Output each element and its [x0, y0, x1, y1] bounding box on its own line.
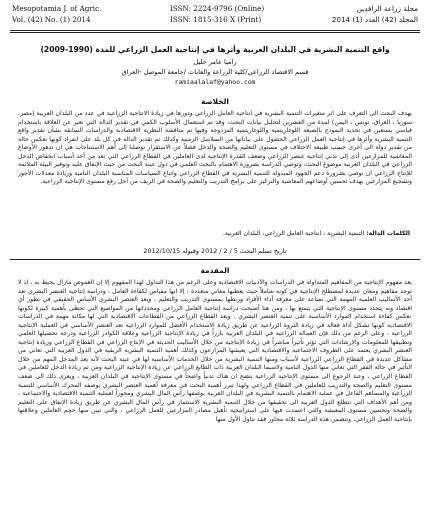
abstract-line: يهدف البحث الى التعرف على اثر متغيرات التنمية البشرية في انتاجية العامل الزراعي ودورها في: [163, 110, 412, 117]
intro-line: والتي اعتمدت فيها على استراتيجية تأهيل مصادر المزارعين للعمل الزراعي ، والتي تبين منها حجم: [60, 407, 322, 415]
journal-header: [10, 3, 420, 39]
intro-line: الى ضعف مستوى التعليم والصحة والتدريب للعاملين في القطاع الزراعي ولهذا تبرز أهمية البحث في: [18, 373, 412, 389]
intro-line: والإرشادات التي تؤثر تأثيراً مباشراً في زيادة الإنتاجية من خلال الأساليب الحديثة في الإنتاج الزراعي في القطاع: [74, 338, 360, 346]
abstract-line: الحصول على بياناتها من السلاسل الزمنية وكذلك تم تقدير الدالة في كل بلد على انفراد كونها تعكس حالة من: [18, 135, 412, 152]
abstract-line: الاقتصادية والدراسات السابقة بشأن تقدير واقع التنمية البشرية وأثرها في إنتاجية العمل الزراعي: [18, 127, 412, 143]
intro-line: الاهتمام بالتنمية البشرية في البلدان العربية بوصفها رأس المال البشري ومحوراً لعملية التنمية الاقتصادية: [50, 390, 317, 398]
keywords: [20, 229, 410, 238]
intro-line: الأساسية على تنمية العنصر البشري . ويعد القطاع الزراعي من القطاعات الاقتصادية التي لها مكانة مهمة في الدراسات: [18, 313, 332, 321]
section-divider: [10, 259, 420, 260]
keywords-label: الكلمات الدالة:: [366, 230, 410, 237]
journal-volume-ar: المجلد (42) العدد (1) 2014: [331, 15, 418, 24]
intro-line: تعد العنصر الأساسي في العملية الإنتاجية الزراعية ، وعلى الرغم من ذلك فإن العمالة الزراعية في البلدان العربية: [18, 321, 412, 338]
abstract-line: العلمي في دول عينة البحث من حيث الإنفاق عليه وتوفير البيئة الملائمة للإنتاج الزراعي: [18, 161, 412, 177]
abstract-line: الزراعي وضعف القدرة الإنتاجية لدى العاملين في القطاع الزراعي التي تعد من أحد أسباب انخفاض: [33, 152, 289, 160]
author-name: راميا عامر خليل: [193, 58, 237, 66]
intro-line: العاملين وعلاقتها بإنتاجية العمل الزراعي، وتتضمن هذه الدراسة ثلاثة محاور فقد تناول الأول منها: [18, 407, 412, 423]
author-email[interactable]: ramiaalalaf@yahoo.com: [174, 78, 256, 86]
abstract-text: [18, 110, 412, 238]
journal-info-en: [12, 3, 101, 25]
intro-line: الزراعية لأسباب ومنها التنمية البشرية من خلال الخدمات الأساسية لها في عينة البحث لأنه يعد المدخل المهم: [40, 355, 322, 363]
intro-line: الاستثمار في رأس المال البشري عن طريق زيادة الإنفاق على التعليم والصحة وتحسين مستوى المعيشة: [18, 398, 412, 415]
intro-line: والاجتماعية ، ومن أهم الأهداف التي تتطلع الدول العربية الى تحقيقها من خلال التنمية البشرية: [18, 390, 412, 406]
intro-line: من خلال التأثير في حالة الفقر التي تعاني منها الدول النامية ولاسيما البلدان العربية ذات الطابع الزراعي: [18, 355, 412, 372]
received-accepted-dates: تاريخ تسلم البحث 5 / 2 / 2012 وقبوله 2012/10/15: [143, 247, 287, 255]
journal-name-ar: مجلة زراعة الرافدين: [356, 4, 418, 13]
abstract-line: توصلنا إلى أهم الاستنتاجات هي ان تدهور الأوضاع المعاشية للمزارعين أدى إلى تدني إنتاجية عنصر: [18, 144, 412, 160]
header-rule-bottom: [10, 32, 420, 33]
intro-line: الزراعي وزيادة إنتاجية العنصر البشري يعتمد على الظروف الاجتماعية والاقتصادية التي يعيشها المزارعون: [18, 338, 412, 355]
intro-line: وكذلك أهمية التنمية البشرية الريفية في الدول العربية التي تعاني من مشاكل عديدة في القطاع الزراعي: [18, 347, 412, 363]
abstract-line: العشرين لتحليل بيانات البحث، وقد تم استعمال الأسلوب الكمي في تقدير الدالة التي تعبر عن العلاقة: [41, 118, 305, 126]
intro-line: معرفة أهمية العنصر البشري بوصفه المحرك الأساسي للتنمية الزراعية والمساهم الفاعل في عملية: [18, 381, 412, 398]
abstract-line: زيادة الانتاجية الزراعية في عدد من البلدان العربية (مصر، سوريا ، العراق، تونس ، اليمن) لمدة من: [18, 110, 412, 126]
intro-line: العامل الزراعي ومحدداتها من المواضيع التي تحظى بأهمية كبيرة لكونها تعكس كفاءة استخدام الموارد: [18, 304, 412, 321]
intro-line: التداول لهذا المفهوم إلا إن الغموض مازال يحيط به ، إذ لا توجد مفاهيم ومعان عديدة لمصطلح الإنتاجية في: [18, 279, 412, 295]
author-affiliation: قسم الاقتصاد الزراعي/كلية الزراعة والغابات /جامعة الموصل -العراق: [121, 68, 309, 76]
journal-issn: [170, 3, 264, 25]
journal-volume-en: Vol. (42) No. (1) 2014: [12, 15, 91, 24]
journal-info-ar: [332, 3, 418, 25]
journal-name-en: Mesopotamia J. of Agric.: [12, 4, 102, 13]
introduction-heading: المقدمة: [200, 266, 230, 275]
intro-line: الاقتصادية كونها تشكل أداة فعالة في زيادة الثروة الزراعية عن طريق زيادة الاستخدام الأفضل للموارد الزراعية: [123, 321, 412, 329]
intro-line: كونه شاملاً حيث يعطيها معاني متعددة ، إلا انها مقياس لكفاءة العامل ، ودراسة إنتاجية العنصر البشري تعد أحد: [18, 287, 412, 304]
abstract-line: الدخل الزراعي في البلدان العربية موضوع البحث، وتوصي الدراسة بضرورة الاهتمام بالبحث: [18, 152, 412, 169]
intro-line: الحقيقي في تطور أي اقتصاد وبه يتحدد مستوى الإنتاجية التي يتمتع بها ، ومن هنا أصبحت دراسة إنتاجية: [18, 296, 412, 312]
intro-line: يعد مفهوم الإنتاجية من المفاهيم المتداولة في الدراسات والأدبيات الاقتصادية وعلى الرغم من هذا: [163, 279, 412, 286]
abstract-line: باستخدام قياسي يستعين في تحديد النموذج بالصيغة اللوغاريتمية واللوغاريتمية المزدوجة وفيها تم مناقشة النظرية: [18, 118, 412, 135]
abstract-heading: الخلاصة: [201, 97, 229, 106]
header-rule-top: [10, 30, 420, 31]
paper-title: واقع التنمية البشرية في البلدان العربية وأثرها في إنتاجية العمل الزراعي للمدة (1990-2009): [40, 45, 390, 54]
abstract-line: والتركيز على برامج التدريب والتعليم والصحة في الريف من أجل رفع مستوى الإنتاجية الزراعية.: [40, 178, 280, 186]
abstract-line: البلدان النامية وزيادة معدلات الأجور وتشجيع المزارعين بهدف تحسين أوضاعهم المعاشية: [18, 169, 412, 186]
intro-line: عن زيادة الإنتاجية الزراعية ومن ثم زيادة الدخل للعاملين في القطاع الزراعي ، وعند الرجوع الى مستوى: [18, 364, 412, 381]
introduction-text: [18, 279, 412, 507]
intro-line: الأساليب العلمية المهمة التي تساعد على معرفة أداء الأفراد وربطها بمستوى التدريب والتعليم ، ويعد العنصر البشري الأساس: [74, 296, 401, 304]
abstract-line: ان نوصي بضرورة دعم الجهود المبذولة للتنمية البشرية في القطاع الزراعي واتباع السياسات المناسبة: [109, 169, 372, 177]
intro-line: الإنتاجية الزراعية يتضح ان هناك تدنياً واضحاً في مستوى الإنتاجية في البلدان العربية ، ويعزى ذلك: [43, 373, 298, 381]
keywords-text: التنمية البشرية ، انتاجية العامل الزراعي، البلدان العربية.: [222, 230, 365, 237]
issn-print: ISSN: 1815-316 X (Print): [170, 15, 262, 24]
abstract-line: تقدير دولة الى أخرى حسب طبيعة الاختلاف في مستوى التعليم والصحة والدخل فضلاً عن الاستقرار: [145, 144, 402, 152]
intro-line: بارزاً في زيادة الإنتاجية الزراعية وعلاقة الكوادر الزراعية ودرجة تحصيلها العلمي وتطبيقها للمعلومات: [18, 330, 412, 346]
issn-online: ISSN: 2224-9796 (Online): [170, 4, 265, 13]
